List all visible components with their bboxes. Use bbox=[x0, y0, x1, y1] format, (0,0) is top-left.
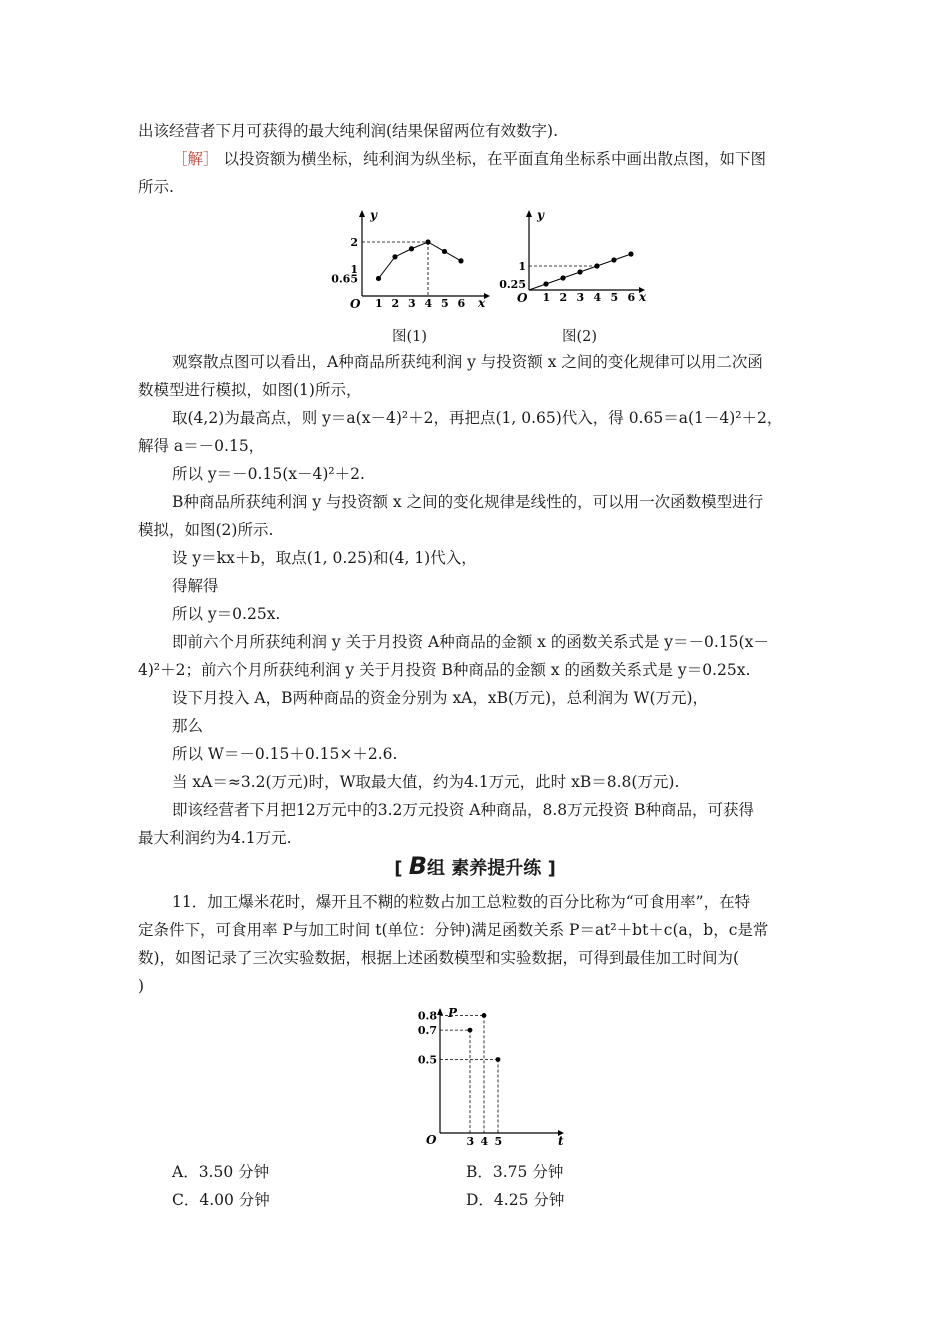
series-line bbox=[379, 242, 462, 278]
x-tick-label: 4 bbox=[593, 291, 602, 304]
text-line: 即前六个月所获纯利润 y 关于月投资 A种商品的金额 x 的函数关系式是 y＝－0.15(x－ bbox=[172, 633, 769, 651]
y-tick-label: 0.25 bbox=[499, 278, 526, 291]
text-line: 数模型进行模拟，如图(1)所示， bbox=[138, 381, 362, 399]
question-line: 定条件下，可食用率 P与加工时间 t(单位：分钟)满足函数关系 P＝at²＋bt＋c(a，b，c是常 bbox=[138, 921, 769, 939]
text-line: 当 xA＝≈3.2(万元)时，W取最大值，约为4.1万元，此时 xB＝8.8(万元). bbox=[172, 773, 680, 791]
question-line: 11．加工爆米花时，爆开且不糊的粒数占加工总粒数的百分比称为“可食用率”，在特 bbox=[172, 893, 751, 911]
y-tick-label: 0.65 bbox=[331, 272, 358, 286]
x-tick-label: 2 bbox=[559, 291, 568, 304]
x-tick-label: 3 bbox=[576, 291, 585, 304]
data-point bbox=[376, 276, 381, 281]
text-line: 4)²＋2；前六个月所获纯利润 y 关于月投资 B种商品的金额 x 的函数关系式是 y＝0.25x. bbox=[138, 661, 751, 679]
y-tick-label: 2 bbox=[350, 236, 358, 249]
scatter-figure-1 bbox=[331, 205, 488, 311]
text-fragment: 以投资额为横坐标，纯利润为纵坐标，在平面直角坐标系中画出散点图，如下图 bbox=[223, 150, 766, 168]
text-line: 设下月投入 A，B两种商品的资金分别为 xA，xB(万元)，总利润为 W(万元)， bbox=[172, 689, 709, 707]
x-axis-label: x bbox=[478, 296, 486, 310]
question-line: 数)，如图记录了三次实验数据，根据上述函数模型和实验数据，可得到最佳加工时间为( bbox=[138, 949, 740, 967]
option-d: D．4.25 分钟 bbox=[466, 1191, 565, 1209]
figure-2-caption: 图(2) bbox=[562, 329, 598, 345]
data-point bbox=[482, 1013, 487, 1018]
y-tick-label: 0.8 bbox=[417, 1009, 437, 1023]
text-line: 最大利润约为4.1万元. bbox=[138, 829, 292, 847]
text-line bbox=[172, 145, 852, 173]
data-point bbox=[392, 254, 397, 259]
y-tick-label: 0.7 bbox=[417, 1024, 437, 1038]
data-point bbox=[577, 269, 582, 274]
question-line: ) bbox=[138, 977, 145, 995]
text-line: 即该经营者下月把12万元中的3.2万元投资 A种商品，8.8万元投资 B种商品，可获得 bbox=[172, 801, 754, 819]
x-axis-label: t bbox=[558, 1134, 564, 1148]
data-point bbox=[496, 1057, 501, 1062]
data-point bbox=[425, 239, 430, 244]
x-tick-label: 4 bbox=[424, 297, 433, 310]
x-tick-label: 3 bbox=[466, 1135, 475, 1148]
y-tick-label: 1 bbox=[518, 260, 526, 273]
y-axis-label: y bbox=[370, 208, 377, 222]
group-letter: B bbox=[408, 852, 427, 880]
figure-1-caption: 图(1) bbox=[392, 329, 428, 345]
option-b: B．3.75 分钟 bbox=[466, 1163, 564, 1181]
y-axis-label: y bbox=[537, 208, 544, 222]
data-point bbox=[628, 251, 633, 256]
section-heading bbox=[0, 852, 950, 880]
text-line: 观察散点图可以看出，A种商品所获纯利润 y 与投资额 x 之间的变化规律可以用二次函 bbox=[172, 353, 763, 371]
x-tick-label: 4 bbox=[480, 1135, 489, 1148]
y-tick-label: 0.5 bbox=[417, 1053, 437, 1067]
x-tick-label: 6 bbox=[457, 297, 466, 310]
x-tick-label: 5 bbox=[441, 297, 449, 310]
experiment-data-figure bbox=[418, 1005, 573, 1150]
x-tick-label: 6 bbox=[627, 291, 636, 304]
option-a: A．3.50 分钟 bbox=[172, 1163, 270, 1181]
data-point bbox=[442, 249, 447, 254]
text-line: 出该经营者下月可获得的最大纯利润(结果保留两位有效数字). bbox=[138, 122, 559, 140]
scatter-figure-2 bbox=[499, 205, 650, 310]
text-line: 所以 y＝－0.15(x－4)²＋2. bbox=[172, 465, 365, 483]
bracket-close: ] bbox=[547, 858, 556, 879]
origin-label: O bbox=[426, 1133, 437, 1147]
option-c: C．4.00 分钟 bbox=[172, 1191, 270, 1209]
group-title-text: 组 素养提升练 bbox=[427, 858, 542, 879]
text-line: 模拟，如图(2)所示. bbox=[138, 521, 274, 539]
x-tick-label: 1 bbox=[375, 297, 383, 310]
origin-label: O bbox=[517, 291, 528, 305]
origin-label: O bbox=[350, 297, 361, 311]
solution-tag: ［解］ bbox=[172, 150, 219, 168]
text-line: B种商品所获纯利润 y 与投资额 x 之间的变化规律是线性的，可以用一次函数模型进行 bbox=[172, 493, 764, 511]
data-point bbox=[543, 281, 548, 286]
text-line: 解得 a＝－0.15， bbox=[138, 437, 265, 455]
data-point bbox=[560, 275, 565, 280]
text-line: 所示. bbox=[138, 178, 174, 196]
text-line: 取(4,2)为最高点，则 y＝a(x－4)²＋2，再把点(1, 0.65)代入，得 0.65＝a(1－4)²＋2， bbox=[172, 409, 783, 427]
x-tick-label: 1 bbox=[542, 291, 551, 304]
data-point bbox=[468, 1028, 473, 1033]
text-line: 那么 bbox=[172, 717, 204, 735]
y-tick-label: 1 bbox=[350, 263, 358, 276]
text-line: 设 y＝kx＋b，取点(1, 0.25)和(4, 1)代入， bbox=[172, 549, 477, 567]
bracket-open: [ bbox=[394, 858, 403, 879]
x-tick-label: 3 bbox=[408, 297, 416, 310]
text-line: 所以 W＝－0.15＋0.15×＋2.6. bbox=[172, 745, 398, 763]
text-line: 所以 y＝0.25x. bbox=[172, 605, 281, 623]
data-point bbox=[458, 258, 463, 263]
text-line: 得解得 bbox=[172, 577, 219, 595]
data-point bbox=[611, 257, 616, 262]
x-axis-label: x bbox=[639, 290, 647, 304]
x-tick-label: 2 bbox=[391, 297, 400, 310]
x-tick-label: 5 bbox=[610, 291, 619, 304]
data-point bbox=[409, 246, 414, 251]
data-point bbox=[594, 263, 599, 268]
x-tick-label: 5 bbox=[494, 1135, 503, 1148]
y-axis-label: P bbox=[448, 1006, 458, 1020]
